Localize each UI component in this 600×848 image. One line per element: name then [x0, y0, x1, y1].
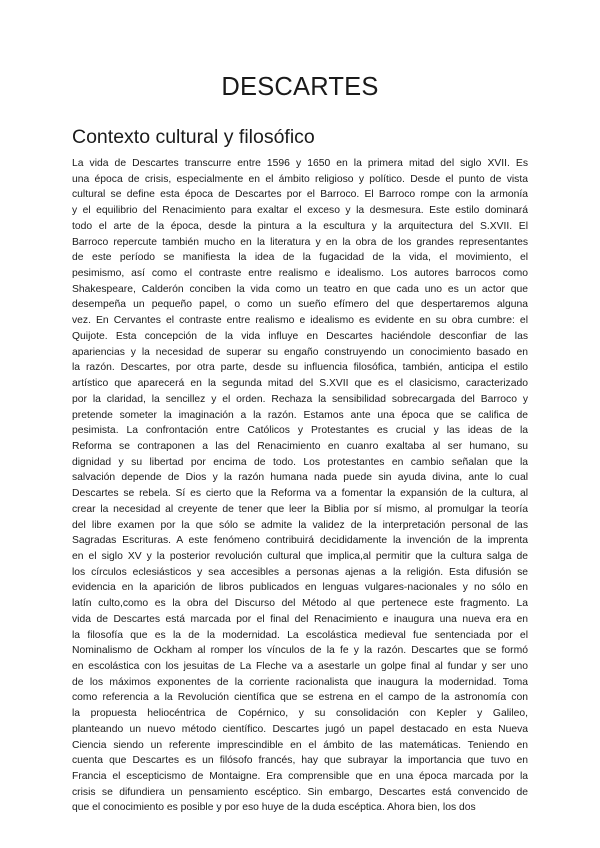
- paragraph-line: en escolástica con los jesuitas de La Fleche va a asestarle un golpe final al fundar y ser uno: [72, 661, 528, 672]
- paragraph-line: salvación depende de Dios y la razón humana nada puede sin ayuda divina, ante lo cual: [72, 472, 528, 484]
- paragraph-line: los círculos eclesiásticos y sea accesibles a personas ajenas a la religión. Esta difusión se: [72, 566, 528, 578]
- paragraph-line: Francia el escepticismo de Montaigne. Era comprensible que en una época marcada por la: [72, 771, 528, 783]
- paragraph-line: la propuesta heliocéntrica de Copérnico, y su consolidación con Kepler y Galileo,: [72, 708, 528, 720]
- paragraph-line: evidencia en la aparición de libros publicados en lenguas vulgares-nacionales y no sólo en: [72, 582, 528, 594]
- paragraph-line: planteando un nuevo método científico. Descartes jugó un papel destacado en esta Nueva: [72, 723, 528, 735]
- paragraph-line: latín culto,como es la obra del Discurso del Método al que pertenece este fragmento. La: [72, 598, 528, 610]
- paragraph-line: de este período se manifiesta la idea de la fugacidad de la vida, el movimiento, el: [72, 252, 528, 264]
- paragraph-line: crisis se difundiera un pensamiento escéptico. Sin embargo, Descartes está convencido de: [72, 786, 528, 798]
- paragraph-line: Quijote. Esta concepción de la vida influye en Descartes haciéndole desconfiar de las: [72, 330, 528, 342]
- paragraph-line: la filosofía que es la de la modernidad. La escolástica medieval fue sentenciada por el: [72, 629, 528, 641]
- paragraph-line: pesimista. La confrontación entre Católicos y Protestantes es crucial y las ideas de la: [72, 425, 528, 437]
- paragraph-line: como referencia a la Revolución científica que se estrena en el campo de la astronomía con: [72, 692, 528, 704]
- paragraph-line: crear la necesidad al creyente de tener que leer la Biblia por sí mismo, al promulgar la teoría: [72, 503, 528, 515]
- paragraph-line: y el equilibrio del Renacimiento para exaltar el exceso y la desmesura. Este estilo dominará: [72, 205, 528, 217]
- paragraph-line: del libre examen por la que sólo se admite la validez de la interpretación personal de las: [72, 519, 528, 531]
- paragraph-line: la razón. Descartes, por otra parte, desde su influencia filosófica, también, anticipa el estilo: [72, 362, 528, 374]
- paragraph-line: Descartes se rebela. Sí es cierto que la Reforma va a fomentar la expansión de la cultura, al: [72, 488, 528, 500]
- document-title: DESCARTES: [221, 73, 379, 101]
- paragraph-line: Nominalismo de Ockham al romper los vínculos de la fe y la razón. Descartes que se formó: [72, 645, 528, 657]
- paragraph-line: Barroco repercute también mucho en la literatura y en la obra de los grandes representantes: [72, 236, 528, 248]
- paragraph-line: apariencias y la necesidad de superar su engaño construyendo un conocimiento basado en: [72, 346, 528, 358]
- paragraph-line: cultural se define esta época de Descartes por el Barroco. El Barroco rompe con la armonía: [72, 189, 528, 201]
- paragraph-line: vez. En Cervantes el contraste entre realismo e idealismo es evidente en su obra cumbre: el: [72, 315, 528, 327]
- paragraph-line: desempeña un pequeño papel, o como un sueño efímero del que despertaremos alguna: [72, 299, 528, 311]
- paragraph-line: en el siglo XV y la posterior revolución cultural que implica,al permitir que la cultura salga de: [72, 550, 528, 562]
- paragraph-line: vida de Descartes está marcada por el final del Renacimiento e inaugura una nueva era en: [72, 613, 528, 625]
- paragraph-line: por la claridad, la sencillez y el orden. Rechaza la sensibilidad sobrecargada del Barroco y: [72, 393, 528, 405]
- section-heading: Contexto cultural y filosófico: [72, 126, 315, 148]
- paragraph-line: pretende someter la imaginación a la razón. Estamos ante una época que se califica de: [72, 409, 528, 421]
- paragraph-line: de los máximos exponentes de la corriente racionalista que inaugura la modernidad. Toma: [72, 676, 528, 688]
- paragraph-line: todo el arte de la época, desde la pintura a la escultura y la arquitectura del S.XVII. El: [72, 220, 528, 232]
- paragraph-line: cuenta que Descartes es un filósofo francés, hay que subrayar la importancia que tuvo en: [72, 755, 528, 767]
- paragraph-line: artístico que aparecerá en la segunda mitad del S.XVII que es el clasicismo, caracterizado: [72, 378, 528, 390]
- paragraph-line: Reforma se contraponen a las del Renacimiento en cuanro exaltaba al ser humano, su: [72, 440, 528, 452]
- paragraph-line: Shakespeare, Calderón conciben la vida como un teatro en que cada uno es un actor que: [72, 283, 528, 295]
- paragraph-line: una época de crisis, especialmente en el ámbito religioso y político. Desde el punto de vista: [72, 173, 528, 185]
- paragraph-line: Sagradas Escrituras. A este fenómeno contribuirá decididamente la invención de la imprenta: [72, 535, 528, 547]
- paragraph-line: dignidad y su libertad por encima de todo. Los protestantes en cambio señalan que la: [72, 456, 528, 468]
- paragraph-line: pesimismo, así como el contraste entre realismo e idealismo. Los autores barrocos como: [72, 268, 528, 280]
- paragraph-line: La vida de Descartes transcurre entre 1596 y 1650 en la primera mitad del siglo XVII. Es: [72, 158, 528, 169]
- paragraph-line: que el conocimiento es posible y por eso huye de la duda escéptica. Ahora bien, los dos: [72, 802, 476, 814]
- paragraph-line: Ciencia siendo un referente imprescindible en el ámbito de las matemáticas. Teniendo en: [72, 739, 528, 751]
- body-paragraph: [72, 156, 528, 816]
